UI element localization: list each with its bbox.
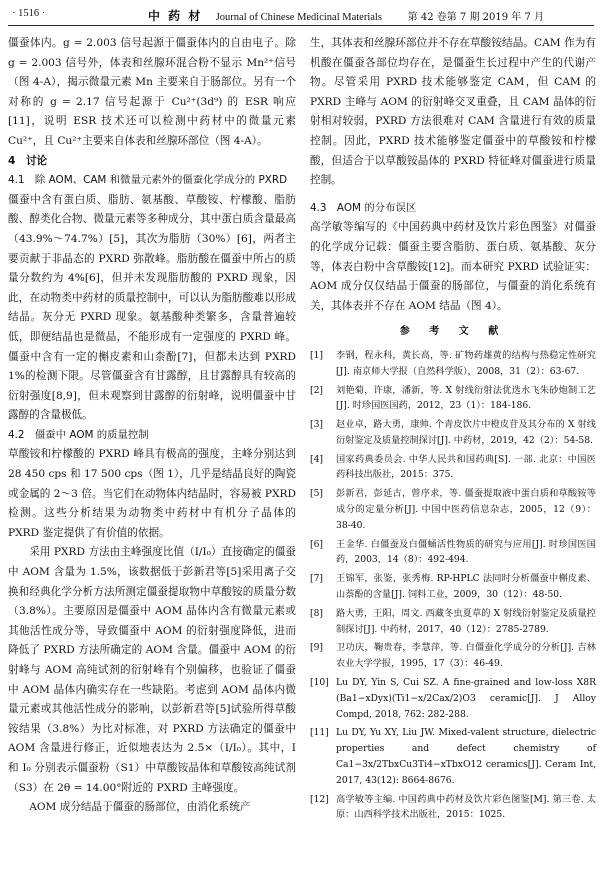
reference-item xyxy=(310,640,596,672)
paragraph: 高学敏等编写的《中国药典中药材及饮片彩色图鉴》对僵蚕的化学成分记载：僵蚕主要含脂肪、蛋白质、氨基酸、灰分等，体表白粉中含草酸铵[12]。而本研究 PXRD 试验证实：AOM 成分仅仅结晶于僵蚕的肠部位，与僵蚕的消化系统有关，其体表并不存在 AOM 结晶（图 4）。 xyxy=(310,221,596,312)
reference-item xyxy=(310,792,596,824)
subsection-heading-4-1: 4.1 除 AOM、CAM 和微量元素外的僵蚕化学成分的 PXRD xyxy=(8,174,288,187)
reference-item xyxy=(310,571,596,603)
reference-number: [4] xyxy=(310,453,324,465)
paragraph: 草酸铵和柠檬酸的 PXRD 峰具有极高的强度，主峰分别达到 28 450 cps 和 17 500 cps（图 1），几乎是结晶良好的陶瓷或金属的 2～3 倍。当它们在动物体内结晶时，容易被 PXRD 检测。这些分析结果为动物类中药材中有机分子晶体的 PXRD 鉴定提供了有价值的依据。 xyxy=(8,448,296,539)
reference-item xyxy=(310,486,596,533)
running-header xyxy=(8,0,594,26)
reference-item xyxy=(310,452,596,484)
reference-number: [12] xyxy=(310,793,329,805)
right-column xyxy=(310,34,596,826)
paragraph: 采用 PXRD 方法由主峰强度比值（I/I₀）直接确定的僵蚕中 AOM 含量为 1.5%，该数据低于彭新君等[5]采用离子交换和经典化学分析方法所测定僵蚕提取物中草酸铵的质量分数（3.8%）。主要原因是僵蚕中 AOM 晶体内含有微量元素或其他活性成分等，导致僵蚕中 AOM 的衍射强度降低，进而降低了 PXRD 方法所确定的 AOM 含量。僵蚕中 AOM 的衍射峰与 AOM 高纯试剂的衍射峰有个别偏移，也验证了僵蚕中 AOM 晶体内确实存在一些缺陷。考虑到 AOM 晶体内微量元素或其他活性成分的影响，以彭新君等[5]试验所得草酸铵结果（3.8%）为比对标准，对 PXRD 方法确定的僵蚕中 AOM 含量进行修正，近似地表达为 2.5×（I/I₀）。其中，I 和 I₀ 分别表示僵蚕粉（S1）中草酸铵晶体和草酸铵高纯试剂（S3）在 2θ = 14.00°附近的 PXRD 主峰强度。 xyxy=(8,546,296,794)
page-number: · 1516 · xyxy=(12,8,46,19)
section-heading-discussion: 4 讨论 xyxy=(8,154,48,167)
reference-number: [7] xyxy=(310,573,324,585)
reference-number: [11] xyxy=(310,727,329,739)
subsection-heading-4-2: 4.2 僵蚕中 AOM 的质量控制 xyxy=(8,428,149,441)
reference-text: 国家药典委员会. 中华人民共和国药典[S]. 一部. 北京：中国医药科技出版社，2015：375. xyxy=(336,453,596,481)
reference-number: [10] xyxy=(310,677,329,689)
reference-text: 王金华. 白僵蚕及白僵蛹活性物质的研究与应用[J]. 时珍国医国药，2003，14（8）：492-494. xyxy=(336,538,596,566)
reference-item xyxy=(310,383,596,415)
reference-item xyxy=(310,675,596,722)
reference-item xyxy=(310,348,596,380)
reference-text: 李钢，程永科，黄长高，等. 矿物药雄黄的结构与热稳定性研究[J]. 南京师大学报（自然科学版），2008，31（2）：63-67. xyxy=(336,349,596,377)
reference-number: [1] xyxy=(310,349,324,361)
paragraph: AOM 成分结晶于僵蚕的肠部位，由消化系统产 xyxy=(29,801,251,814)
reference-number: [5] xyxy=(310,488,324,500)
journal-title-cn: 中 药 材 xyxy=(148,9,203,23)
reference-text: 王锦军，张鉴，张秀梅. RP-HPLC 法同时分析僵蚕中槲皮素、山萘酚的含量[J]. 饲料工业，2009，30（12）：48-50. xyxy=(336,573,596,601)
journal-title xyxy=(148,7,382,24)
reference-text: 卫功庆，鞠贵春，李慧萍，等. 白僵蚕化学成分的分析[J]. 吉林农业大学学报，1995，17（3）：46-49. xyxy=(336,642,596,670)
reference-number: [9] xyxy=(310,642,324,654)
journal-title-en: Journal of Chinese Medicinal Materials xyxy=(215,12,382,23)
paragraph: 僵蚕中含有蛋白质、脂肪、氨基酸、草酸铵、柠檬酸、脂肪酸、醇类化合物、微量元素等多种成分，其中蛋白质含量最高（43.9%～74.7%）[5]，其次为脂肪（30%）[6]，两者主要贡献于非晶态的 PXRD 弥散峰。脂肪酸在僵蚕中所占的质量分数约为 4%[6]，但并未发现脂肪酸的 PXRD 现象，因此，在动物类中药材的质量控制中，可以认为脂肪酸难以形成结晶。灰分无 PXRD 现象。氨基酸种类繁多，含量普遍较低，即便结晶也是微晶，不能形成有一定强度的 PXRD 峰。僵蚕中含有一定的槲皮素和山柰酚[7]，但都未达到 PXRD 1%的检测下限。尽管僵蚕含有甘露醇，且甘露醇具有较高的衍射强度[8,9]，但未观察到甘露醇的衍射峰，说明僵蚕中甘露醇的含量极低。 xyxy=(8,193,296,422)
reference-number: [8] xyxy=(310,607,324,619)
issue-info: 第 42 卷第 7 期 2019 年 7 月 xyxy=(407,12,544,23)
references-list xyxy=(310,348,596,823)
reference-number: [3] xyxy=(310,419,324,431)
reference-item xyxy=(310,537,596,569)
reference-text: 彭新君，彭延古，曾序求，等. 僵蚕提取液中蛋白质和草酸铵等成分的定量分析[J]. 中国中医药信息杂志，2005，12（9）：38-40. xyxy=(336,488,596,531)
reference-item xyxy=(310,606,596,638)
reference-text: 赵业卓，路大勇，康帅. 个青皮饮片中橙皮苷及其分布的 X 射线衍射鉴定及质量控制探讨[J]. 中药材，2019，42（2）：54-58. xyxy=(336,419,596,446)
reference-text: Lu DY, Yu XY, Liu JW. Mixed-valent structure, dielectric properties and defect chemistry of Ca1−3x/2TbxCu3Ti4−xTbxO12 ceramics[J]. Ceram Int, 2017, 43(12): 8664-8676. xyxy=(336,727,596,786)
reference-item xyxy=(310,725,596,788)
reference-text: Lu DY, Yin S, Cui SZ. A fine-grained and low-loss X8R (Ba1−xDyx)(Ti1−x/2Cax/2)O3 ceramic[J]. J Alloy Compd, 2018, 762: 282-288. xyxy=(336,677,596,720)
paragraph: 僵蚕体内。g = 2.003 信号起源于僵蚕体内的自由电子。除 g = 2.003 信号外，体表和丝腺环混合粉不显示 Mn²⁺信号（图 4-A），揭示微量元素 Mn 主要来自于肠部位。另有一个对称的 g = 2.17 信号起源于 Cu²⁺(3d⁹) 的 ESR 响应[11]，说明 ESR 技术还可以检测中药材中的微量元素 Cu²⁺，且 Cu²⁺主要来自体表和丝腺环部位（图 4-A）。 xyxy=(8,37,296,147)
reference-number: [6] xyxy=(310,538,324,550)
subsection-heading-4-3: 4.3 AOM 的分布误区 xyxy=(310,201,417,214)
left-column xyxy=(8,34,296,818)
reference-text: 高学敏等主编. 中国药典中药材及饮片彩色图鉴[M]. 第三卷. 太原：山西科学技术出版社，2015：1025. xyxy=(336,793,596,821)
reference-number: [2] xyxy=(310,384,324,396)
reference-item xyxy=(310,417,596,449)
references-heading: 参 考 文 献 xyxy=(399,326,507,338)
paragraph: 生，其体表和丝腺环部位并不存在草酸铵结晶。CAM 作为有机酸在僵蚕各部位均存在，是僵蚕生长过程中产生的代谢产物。尽管采用 PXRD 技术能够鉴定 CAM，但 CAM 的 PXRD 主峰与 AOM 的衍射峰交叉重叠，且 CAM 晶体的衍射相对较弱，PXRD 方法很难对 CAM 含量进行有效的质量控制。因此，PXRD 技术能够鉴定僵蚕中的草酸铵和柠檬酸，但适合于以草酸铵晶体的 PXRD 特征峰对僵蚕进行质量控制。 xyxy=(310,37,596,187)
reference-text: 刘艳菊，许康，潘新，等. X 射线衍射法优选水飞朱砂炮制工艺[J]. 时珍国医国药，2012，23（1）：184-186. xyxy=(336,384,596,412)
reference-text: 路大勇，王阳，周文. 西藏冬虫夏草的 X 射线衍射鉴定及质量控制探讨[J]. 中药材，2017，40（12）：2785-2789. xyxy=(336,607,596,635)
